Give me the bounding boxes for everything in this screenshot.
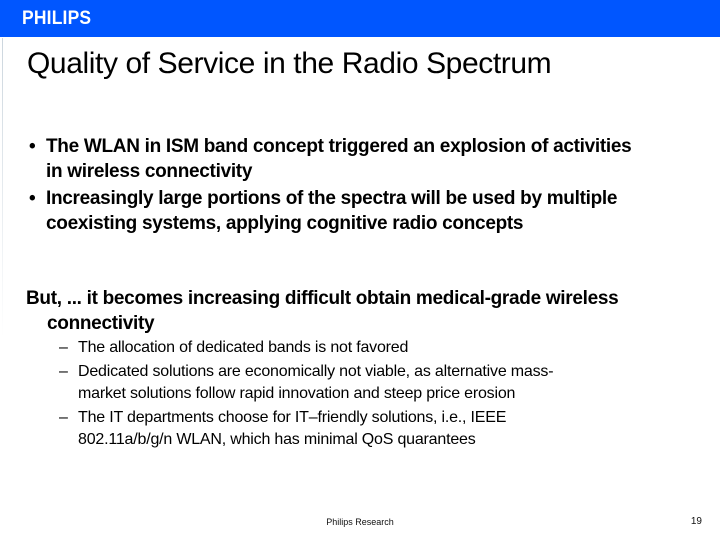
sub-bullet-item — [59, 361, 553, 405]
brand-banner — [0, 0, 720, 37]
text-line: The allocation of dedicated bands is not favored — [78, 339, 409, 356]
sub-bullet-text — [78, 407, 506, 451]
text-line: But, ... it becomes increasing difficult obtain medical-grade wireless — [26, 288, 619, 309]
bullet-item — [29, 134, 631, 184]
dash-marker: – — [59, 409, 68, 426]
text-line: coexisting systems, applying cognitive radio concepts — [46, 213, 524, 234]
sub-bullet-text — [78, 361, 553, 405]
bullet-text — [46, 134, 631, 184]
slide-left-edge-line — [2, 38, 3, 338]
text-line: Dedicated solutions are economically not viable, as alternative mass- — [78, 363, 554, 380]
text-line: The IT departments choose for IT–friendly solutions, i.e., IEEE — [78, 409, 507, 426]
bullet-list — [29, 134, 631, 236]
text-line: connectivity — [47, 313, 155, 334]
text-line: 802.11a/b/g/n WLAN, which has minimal QoS quarantees — [78, 431, 476, 448]
text-line: Increasingly large portions of the spectra will be used by multiple — [46, 188, 618, 209]
sub-bullet-text — [78, 337, 408, 359]
bullet-text — [46, 186, 617, 236]
dash-marker: – — [59, 363, 68, 380]
sub-bullet-item — [59, 407, 553, 451]
bullet-marker: • — [29, 136, 36, 157]
slide-title: Quality of Service in the Radio Spectrum — [27, 47, 552, 80]
philips-logo: PHILIPS — [22, 7, 92, 29]
text-line: The WLAN in ISM band concept triggered an explosion of activities — [46, 136, 632, 157]
footer-organization: Philips Research — [326, 517, 394, 527]
bullet-item — [29, 186, 631, 236]
text-line: in wireless connectivity — [46, 161, 253, 182]
sub-bullet-item — [59, 337, 553, 359]
slide-page-number: 19 — [690, 516, 702, 527]
dash-marker: – — [59, 339, 68, 356]
sub-bullet-list — [59, 337, 553, 451]
text-line: market solutions follow rapid innovation and steep price erosion — [78, 385, 516, 402]
bullet-marker: • — [29, 188, 36, 209]
statement-paragraph — [26, 286, 618, 336]
